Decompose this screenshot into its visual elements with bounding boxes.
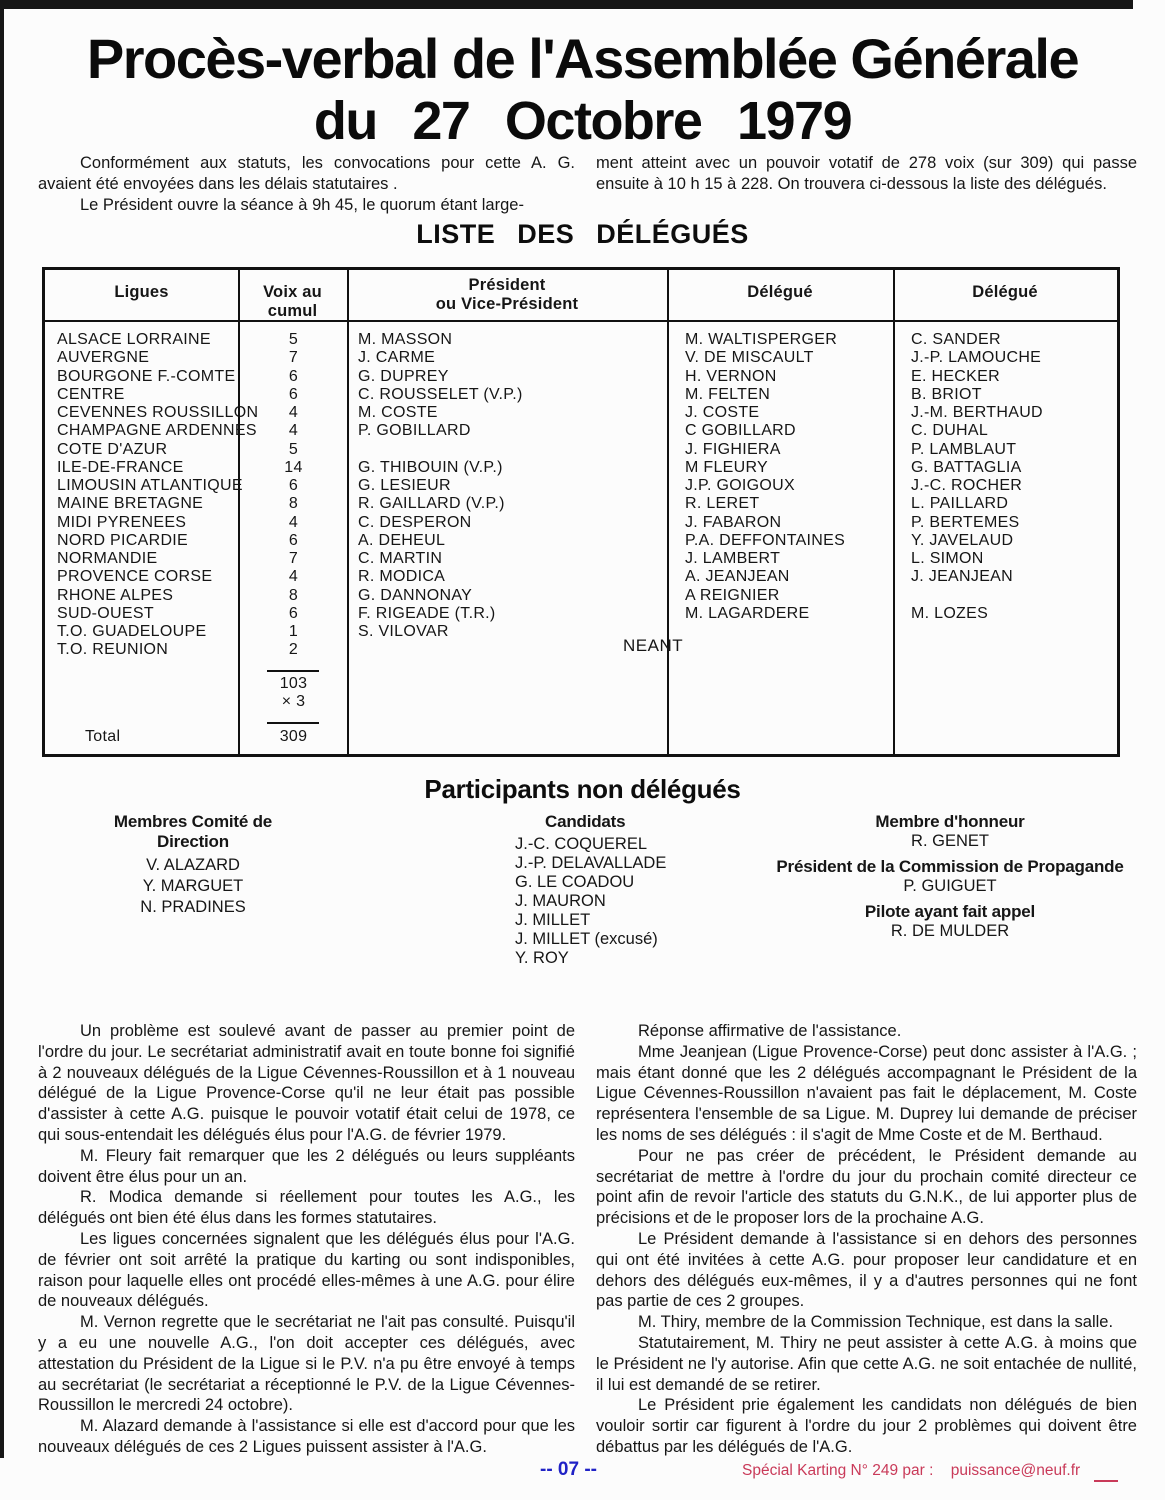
- voix-cell: 1: [288, 623, 299, 640]
- delegue1-cell: M. FELTEN: [685, 385, 771, 403]
- delegue2-cell: C. DUHAL: [911, 422, 989, 440]
- president-cell: R. MODICA: [358, 568, 446, 586]
- paragraph: Un problème est soulevé avant de passer au premier point de l'ordre du jour. Le secrétariat administratif avait en toute bonne foi signifié à 2 nouveaux délégués de la Ligue Cévennes-Roussillon et à 1 nouveau délégué de la Ligue Provence-Corse qu'il ne leur était pas possible d'assister à cette A.G. puisque le pouvoir votatif était celui de 1978, ce qui sous-entendait les délégués élus pour l'A.G. de février 1979.: [38, 1022, 575, 1144]
- participant-name: J.-C. COQUEREL: [515, 835, 648, 853]
- ligue-cell: CENTRE: [57, 385, 125, 403]
- delegue2-cell: C. SANDER: [911, 331, 1001, 348]
- paragraph: Pour ne pas créer de précédent, le Président demande au secrétariat de mettre à l'ordre du jour du prochain comité directeur ce point afin de revoir l'article des statuts du G.N.K., de lui apporter plus de précisions et de le proposer lors de la prochaine A.G.: [596, 1146, 1137, 1228]
- multiplier-value: × 3: [281, 693, 306, 710]
- pilote-header: Pilote ayant fait appel: [864, 902, 1036, 921]
- delegue2-cell: E. HECKER: [911, 367, 1000, 385]
- ligue-cell: MIDI PYRENEES: [57, 513, 187, 531]
- table-row: [45, 349, 1117, 368]
- ligue-cell: CHAMPAGNE ARDENNES: [57, 422, 257, 440]
- paragraph: Réponse affirmative de l'assistance.: [638, 1022, 902, 1040]
- page-title-line2: du 27 Octobre 1979: [313, 91, 852, 151]
- ligue-cell: T.O. REUNION: [57, 641, 169, 659]
- pilote-name: R. DE MULDER: [890, 922, 1010, 940]
- table-header-rule: [45, 320, 1117, 322]
- president-cell: C. MARTIN: [358, 550, 443, 567]
- table-row: [45, 404, 1117, 423]
- intro-left-column: [38, 153, 575, 215]
- total-value: 309: [279, 728, 308, 745]
- delegue1-cell: H. VERNON: [685, 367, 777, 385]
- ligue-cell: PROVENCE CORSE: [57, 568, 213, 586]
- voix-cell: 4: [288, 422, 299, 440]
- table-row: [45, 477, 1117, 496]
- table-row: [45, 641, 1117, 660]
- ligue-cell: AUVERGNE: [57, 349, 150, 367]
- delegue2-cell: J.-P. LAMOUCHE: [911, 349, 1042, 367]
- table-row: [45, 459, 1117, 478]
- delegates-list-heading: LISTE DES DÉLÉGUÉS: [416, 219, 749, 249]
- participant-name: Y. MARGUET: [142, 877, 244, 895]
- footer-credit-label: Spécial Karting N° 249 par :: [742, 1462, 934, 1479]
- president-cell: S. VILOVAR: [358, 623, 449, 640]
- delegue2-cell: Y. JAVELAUD: [911, 531, 1014, 549]
- ligue-cell: RHONE ALPES: [57, 586, 174, 604]
- delegue2-cell: L. SIMON: [911, 550, 984, 567]
- participant-name: J. MILLET: [515, 911, 591, 929]
- subtotal-value: 103: [279, 675, 308, 692]
- paragraph: Le Président demande à l'assistance si en dehors des personnes qui ont été invitées à cette A.G. pour proposer leur candidature et en dehors des délégués eux-mêmes, il y a d'autres personnes qui ne font pas partie de ces 2 groupes.: [596, 1229, 1137, 1311]
- president-cell: P. GOBILLARD: [358, 422, 471, 440]
- participants-heading: Participants non délégués: [424, 774, 741, 804]
- voix-cell: 5: [288, 331, 299, 348]
- delegue2-cell: G. BATTAGLIA: [911, 458, 1022, 476]
- footer-credit: [742, 1462, 1080, 1480]
- total-rule: [267, 722, 319, 724]
- participant-name: J.-P. DELAVALLADE: [515, 854, 667, 872]
- delegue1-cell: M. WALTISPERGER: [685, 331, 838, 348]
- ligue-cell: SUD-OUEST: [57, 604, 154, 622]
- col-header-voix: Voix au cumul: [263, 283, 322, 320]
- president-cell: C. DESPERON: [358, 513, 472, 531]
- scan-edge-top: [0, 0, 1133, 9]
- table-row: [45, 587, 1117, 606]
- president-cell: C. ROUSSELET (V.P.): [358, 385, 523, 403]
- delegue1-cell: A. JEANJEAN: [685, 568, 790, 586]
- voix-cell: 2: [288, 641, 299, 659]
- paragraph: ment atteint avec un pouvoir votatif de 278 voix (sur 309) qui passe ensuite à 10 h 15 à 228. On trouvera ci-dessous la liste des délégués.: [596, 154, 1137, 193]
- delegue1-cell: P.A. DEFFONTAINES: [685, 531, 846, 549]
- paragraph: Conformément aux statuts, les convocations pour cette A. G. avaient été envoyées dans les délais statutaires .: [38, 154, 575, 193]
- col-header-president-line1: Président: [468, 276, 546, 294]
- col-header-president-line2: ou Vice-Président: [435, 295, 579, 313]
- ligue-cell: MAINE BRETAGNE: [57, 495, 204, 513]
- president-cell: F. RIGEADE (T.R.): [358, 604, 496, 622]
- paragraph: M. Vernon regrette que le secrétariat ne l'ait pas consulté. Puisqu'il y a eu une nouvelle A.G., l'on doit accepter ces délégués, avec attestation du Président de la Ligue si le P.V. n'a pu être envoyé à temps au secrétariat (le secrétariat a réceptionné le P.V. de la Ligue Cévennes-Roussillon le mercredi 24 octobre).: [38, 1313, 575, 1415]
- delegue1-cell: C GOBILLARD: [685, 422, 796, 440]
- paragraph: Le Président prie également les candidats non délégués de bien vouloir sortir car figurent à l'ordre du jour 2 problèmes qui doivent être débattus par les délégués de l'A.G.: [596, 1396, 1137, 1456]
- col-header-delegue2: Délégué: [972, 283, 1038, 301]
- table-row: [45, 550, 1117, 569]
- president-cell: J. CARME: [358, 349, 436, 367]
- candidats-header: Candidats: [545, 812, 626, 831]
- paragraph: Le Président ouvre la séance à 9h 45, le quorum étant large-: [80, 195, 524, 214]
- delegue1-cell: J.P. GOIGOUX: [685, 477, 795, 494]
- table-row: [45, 495, 1117, 514]
- president-cell: G. DANNONAY: [358, 586, 473, 604]
- voix-cell: 8: [288, 586, 299, 604]
- president-cell: R. GAILLARD (V.P.): [358, 495, 505, 513]
- delegue2-cell: L. PAILLARD: [911, 495, 1009, 513]
- candidats-members: [515, 835, 755, 968]
- neant-label: NEANT: [623, 636, 684, 655]
- voix-cell: 8: [288, 495, 299, 513]
- subtotal-rule: [267, 670, 319, 672]
- voix-cell: 5: [288, 440, 299, 458]
- paragraph: M. Alazard demande à l'assistance si elle est d'accord pour que les nouveaux délégués de ces 2 Ligues puissent assister à l'A.G.: [38, 1417, 575, 1456]
- voix-cell: 14: [284, 458, 303, 476]
- delegue1-cell: M FLEURY: [685, 458, 769, 476]
- delegue1-cell: M. LAGARDERE: [685, 604, 810, 622]
- table-row: [45, 422, 1117, 441]
- president-cell: G. DUPREY: [358, 367, 449, 385]
- table-row: [45, 605, 1117, 624]
- voix-cell: 6: [288, 531, 299, 549]
- membre-honneur-name: R. GENET: [911, 832, 989, 850]
- comite-direction-group: [78, 812, 308, 918]
- delegue2-cell: M. LOZES: [911, 604, 989, 622]
- table-row: [45, 441, 1117, 460]
- voix-cell: 6: [288, 385, 299, 403]
- delegue1-cell: R. LERET: [685, 495, 760, 513]
- president-cell: A. DEHEUL: [358, 531, 446, 549]
- voix-cell: 7: [288, 349, 299, 367]
- propagande-header: Président de la Commission de Propagande: [776, 857, 1124, 876]
- ligue-cell: NORD PICARDIE: [57, 531, 189, 549]
- paragraph: Les ligues concernées signalent que les délégués élus pour l'A.G. de février ont soit arrêté la pratique du karting ou sont indisponibles, raison pour laquelle elles ont procédé elles-mêmes à une A.G. pour élire de nouveaux délégués.: [38, 1229, 575, 1311]
- president-cell: G. LESIEUR: [358, 477, 451, 494]
- ligue-cell: CEVENNES ROUSSILLON: [57, 404, 259, 421]
- delegue2-cell: J. JEANJEAN: [911, 568, 1013, 586]
- footer-page-number: -- 07 --: [540, 1459, 597, 1480]
- ligue-cell: T.O. GUADELOUPE: [57, 623, 207, 640]
- footer-underscore-mark: [1094, 1480, 1118, 1482]
- ligue-cell: BOURGONE F.-COMTE: [57, 367, 236, 385]
- ligue-cell: NORMANDIE: [57, 550, 158, 567]
- voix-cell: 6: [288, 477, 299, 494]
- table-row: [45, 514, 1117, 533]
- comite-members: [78, 855, 308, 918]
- participant-name: G. LE COADOU: [515, 873, 635, 891]
- ligue-cell: COTE D'AZUR: [57, 440, 168, 458]
- table-row: [45, 386, 1117, 405]
- body-right-column: [596, 1021, 1137, 1458]
- total-label: Total: [85, 728, 121, 745]
- delegue1-cell: J. FABARON: [685, 513, 782, 531]
- intro-right-column: [596, 153, 1137, 195]
- ligue-cell: ALSACE LORRAINE: [57, 331, 211, 348]
- participant-name: J. MAURON: [515, 892, 606, 910]
- participant-name: J. MILLET (excusé): [515, 930, 658, 948]
- ligue-cell: LIMOUSIN ATLANTIQUE: [57, 477, 243, 494]
- propagande-name: P. GUIGUET: [903, 877, 997, 895]
- voix-cell: 6: [288, 604, 299, 622]
- paragraph: M. Thiry, membre de la Commission Technique, est dans la salle.: [638, 1313, 1114, 1332]
- delegue2-cell: J.-C. ROCHER: [911, 477, 1023, 494]
- paragraph: Mme Jeanjean (Ligue Provence-Corse) peut donc assister à l'A.G. ; mais étant donné que les 2 délégués accompagnant le Président de la Ligue Cévennes-Roussillon n'avaient pas fait le déplacement, M. Coste représentera l'ensemble de sa Ligue. M. Duprey lui demande de préciser les noms de ses délégués : il s'agit de Mme Coste et de M. Berthaud.: [596, 1042, 1137, 1144]
- voix-cell: 4: [288, 404, 299, 421]
- delegue1-cell: A REIGNIER: [685, 586, 780, 604]
- voix-cell: 4: [288, 513, 299, 531]
- delegates-table: [42, 267, 1120, 757]
- delegue1-cell: V. DE MISCAULT: [685, 349, 814, 367]
- voix-cell: 4: [288, 568, 299, 586]
- candidats-group: [515, 812, 755, 968]
- delegue1-cell: J. LAMBERT: [685, 550, 781, 567]
- delegue2-cell: J.-M. BERTHAUD: [911, 404, 1043, 421]
- comite-direction-header: Membres Comité de Direction: [113, 812, 273, 851]
- table-row: [45, 568, 1117, 587]
- paragraph: Statutairement, M. Thiry ne peut assister à cette A.G. à moins que le Président ne l'y autorise. Afin que cette A.G. ne soit entachée de nullité, il lui est demandé de se retirer.: [596, 1333, 1137, 1394]
- president-cell: M. COSTE: [358, 404, 438, 421]
- delegue2-cell: B. BRIOT: [911, 385, 982, 403]
- membre-honneur-header: Membre d'honneur: [875, 812, 1025, 831]
- table-row: [45, 368, 1117, 387]
- voix-cell: 7: [288, 550, 299, 567]
- table-row: [45, 532, 1117, 551]
- paragraph: R. Modica demande si réellement pour toutes les A.G., les délégués ont bien été élus dans les formes statutaires.: [38, 1188, 575, 1228]
- participant-name: V. ALAZARD: [146, 856, 240, 874]
- honneur-group: [770, 812, 1130, 941]
- president-cell: G. THIBOUIN (V.P.): [358, 458, 503, 476]
- voix-cell: 6: [288, 367, 299, 385]
- participant-name: N. PRADINES: [140, 898, 246, 916]
- ligue-cell: ILE-DE-FRANCE: [57, 458, 184, 476]
- footer-credit-email[interactable]: puissance@neuf.fr: [950, 1462, 1081, 1479]
- paragraph: M. Fleury fait remarquer que les 2 délégués ou leurs suppléants doivent être élus pour un an.: [38, 1146, 575, 1186]
- body-left-column: [38, 1021, 575, 1458]
- col-header-ligues: Ligues: [114, 283, 169, 301]
- page-title-line1: Procès-verbal de l'Assemblée Générale: [86, 27, 1079, 90]
- table-row: [45, 331, 1117, 350]
- delegue2-cell: P. LAMBLAUT: [911, 440, 1017, 458]
- delegue2-cell: P. BERTEMES: [911, 513, 1020, 531]
- delegue1-cell: J. FIGHIERA: [685, 440, 781, 458]
- president-cell: M. MASSON: [358, 331, 453, 348]
- col-header-delegue1: Délégué: [747, 283, 813, 301]
- table-row: [45, 623, 1117, 642]
- participant-name: Y. ROY: [515, 949, 569, 967]
- delegue1-cell: J. COSTE: [685, 404, 760, 421]
